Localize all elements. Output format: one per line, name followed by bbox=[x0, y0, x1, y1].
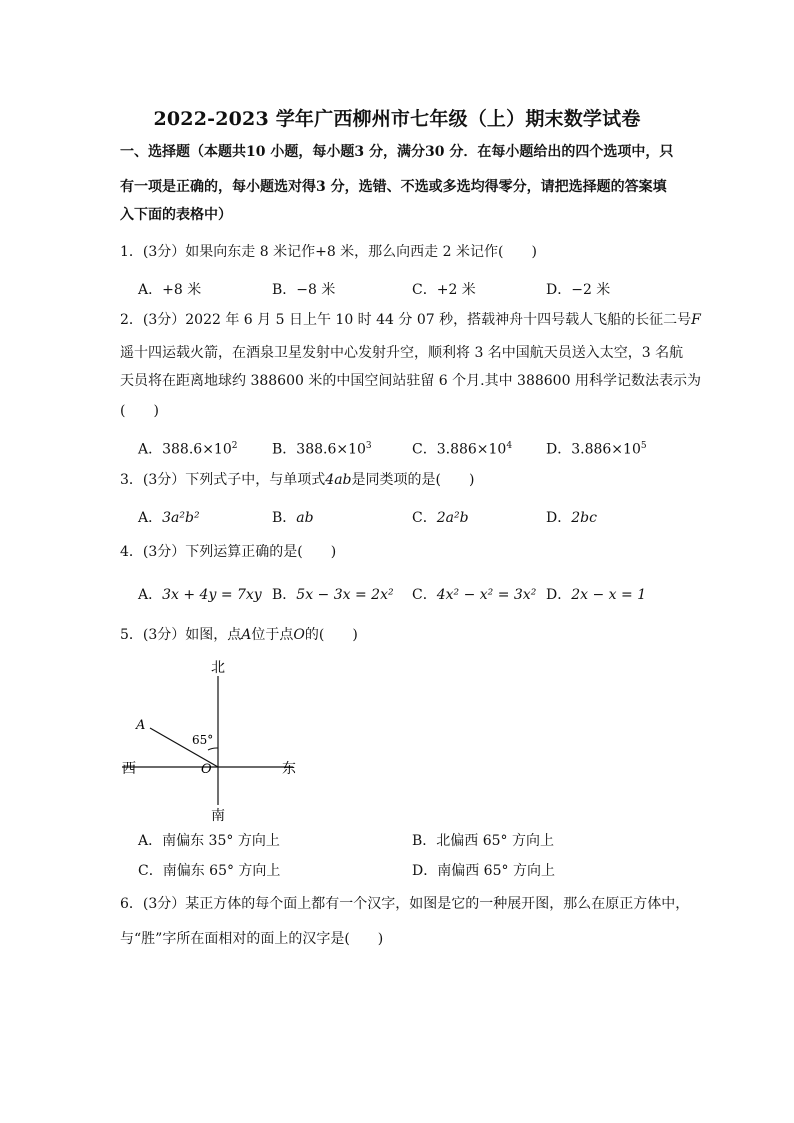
question-6-line-1: 6．(3分）某正方体的每个面上都有一个汉字，如图是它的一种展开图，那么在原正方体中， bbox=[120, 896, 690, 912]
east-label: 东 bbox=[282, 761, 296, 777]
point-o-label: O bbox=[201, 762, 212, 777]
q2-option-c: C．$3.886\times 10^4$ bbox=[412, 441, 513, 458]
q4-option-a: A．3x + 4y = 7xy bbox=[138, 587, 262, 603]
section-instruction-line-2: 有一项是正确的，每小题选对得3 分，选错、不选或多选均得零分，请把选择题的答案填 bbox=[120, 179, 667, 195]
q2-option-b: B．$388.6\times 10^3$ bbox=[272, 441, 372, 458]
question-2-line-1 bbox=[120, 309, 701, 331]
section-instruction-line-3: 入下面的表格中） bbox=[120, 207, 232, 223]
question-4-stem: 4．(3分）下列运算正确的是( ) bbox=[120, 544, 337, 560]
q2-rocket-letter: F bbox=[691, 312, 701, 328]
angle-arc bbox=[208, 748, 218, 750]
angle-label: 65° bbox=[192, 733, 214, 747]
question-2-line-4: ( ) bbox=[120, 403, 159, 419]
point-a-label: A bbox=[136, 718, 146, 733]
q3-option-b: B．ab bbox=[272, 510, 314, 526]
q5-option-a: A．南偏东 35° 方向上 bbox=[138, 833, 280, 849]
west-label: 西 bbox=[122, 761, 136, 777]
page-title: 2022-2023 学年广西柳州市七年级（上）期末数学试卷 bbox=[153, 108, 641, 130]
q3-option-a: A．3a²b² bbox=[138, 510, 200, 526]
q3-option-c: C．2a²b bbox=[412, 510, 469, 526]
q5-option-d: D．南偏西 65° 方向上 bbox=[412, 863, 555, 879]
question-2-line-3: 天员将在距离地球约 388600 米的中国空间站驻留 6 个月.其中 388600 用科学记数法表示为 bbox=[120, 373, 701, 389]
q5-option-b: B．北偏西 65° 方向上 bbox=[412, 833, 555, 849]
question-6-line-2: 与“胜”字所在面相对的面上的汉字是( ) bbox=[120, 931, 384, 947]
south-label: 南 bbox=[211, 808, 225, 824]
q1-option-c: C．+2 米 bbox=[412, 282, 476, 298]
question-5-stem: 5．(3分）如图，点A位于点O的( ) bbox=[120, 627, 358, 643]
question-3-stem: 3．(3分）下列式子中，与单项式4ab是同类项的是( ) bbox=[120, 472, 475, 488]
question-2-line-2: 遥十四运载火箭，在酒泉卫星发射中心发射升空，顺利将 3 名中国航天员送入太空，3 名航 bbox=[120, 345, 684, 361]
q4-option-d: D．2x − x = 1 bbox=[546, 587, 647, 603]
q1-option-b: B．−8 米 bbox=[272, 282, 336, 298]
q3-monomial: 4ab bbox=[325, 472, 352, 488]
q1-option-a: A．+8 米 bbox=[138, 282, 202, 298]
q5-option-c: C．南偏东 65° 方向上 bbox=[138, 863, 281, 879]
q1-option-d: D．−2 米 bbox=[546, 282, 611, 298]
q3-option-d: D．2bc bbox=[546, 510, 597, 526]
north-label: 北 bbox=[211, 660, 225, 676]
compass-figure bbox=[110, 650, 310, 830]
q2-option-d: D．$3.886\times 10^5$ bbox=[546, 441, 647, 458]
question-1-stem: 1．(3分）如果向东走 8 米记作+8 米，那么向西走 2 米记作( ) bbox=[120, 244, 537, 260]
q4-option-c: C．4x² − x² = 3x² bbox=[412, 587, 537, 603]
section-instruction-line-1: 一、选择题（本题共10 小题，每小题3 分，满分30 分．在每小题给出的四个选项中，只 bbox=[120, 144, 674, 160]
q2-option-a: A．$388.6\times 10^2$ bbox=[138, 441, 238, 458]
q2-line-1-text: 2．(3分）2022 年 6 月 5 日上午 10 时 44 分 07 秒，搭载神舟十四号载人飞船的长征二号 bbox=[120, 312, 692, 328]
q4-option-b: B．5x − 3x = 2x² bbox=[272, 587, 394, 603]
